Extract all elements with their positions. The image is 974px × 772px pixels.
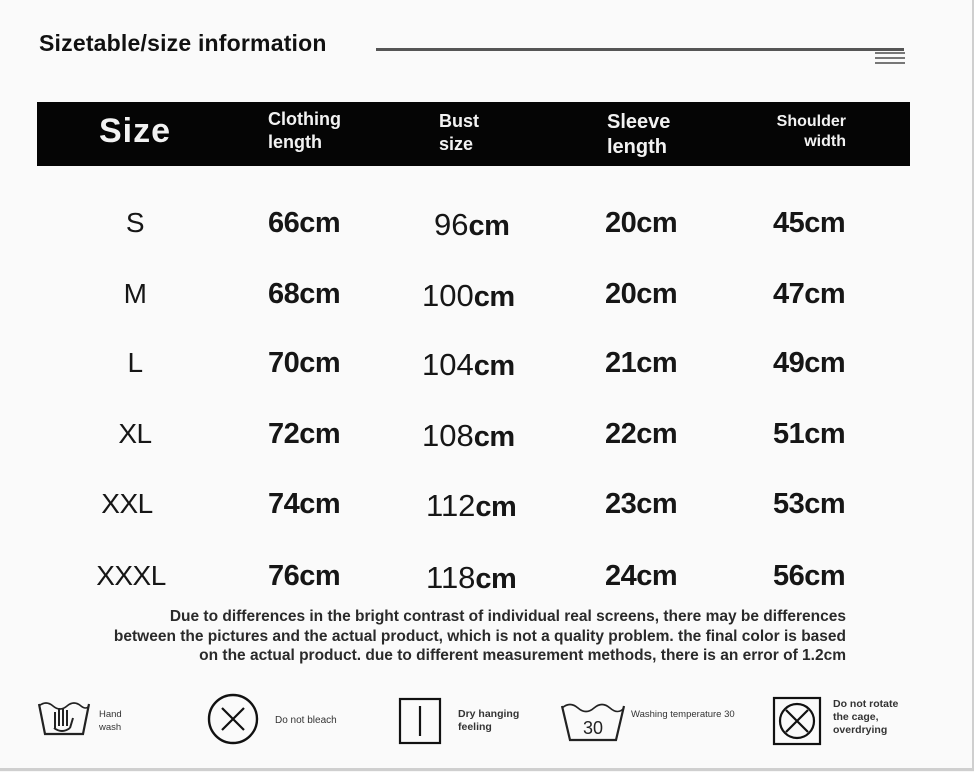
table-row — [0, 347, 974, 397]
size-cell: XL — [118, 418, 152, 449]
do-not-bleach-label: Do not bleach — [275, 715, 337, 726]
size-cell: XXL — [101, 488, 153, 519]
menu-lines-icon — [875, 52, 905, 66]
do-not-rotate-label: Do not rotate the cage, overdrying — [833, 698, 899, 736]
table-row — [0, 488, 974, 538]
sleeve-length-cell: 22cm — [605, 418, 678, 450]
shoulder-width-cell: 51cm — [773, 418, 846, 450]
table-row — [0, 418, 974, 468]
dry-hanging-label: Dry hanging feeling — [458, 708, 520, 733]
header-size: Size — [99, 112, 172, 150]
shoulder-width-cell: 49cm — [773, 347, 846, 379]
header-clothing-length: Clothing length — [268, 109, 341, 152]
bust-size-cell: 96cm — [434, 207, 510, 242]
washing-temperature-label: Washing temperature 30 — [631, 709, 735, 720]
disclaimer-note: Due to differences in the bright contrast of individual real screens, there may be differences between the pictures and the actual product, which is not a quality problem. the final color is based on the actual product. due to different measurement methods, there is an error of 1.2cm — [113, 608, 846, 664]
shoulder-width-cell: 45cm — [773, 207, 846, 239]
clothing-length-cell: 66cm — [268, 207, 341, 239]
size-cell: XXXL — [96, 560, 166, 591]
size-cell: L — [127, 347, 143, 378]
do-not-tumble-dry-icon — [772, 696, 824, 748]
header-bust-size: Bust size — [439, 111, 479, 154]
header-shoulder-width: Shoulder width — [776, 113, 846, 150]
table-header — [37, 102, 910, 166]
shoulder-width-cell: 53cm — [773, 488, 846, 520]
bust-size-cell: 118cm — [426, 560, 517, 595]
do-not-bleach-icon — [206, 692, 260, 746]
table-row — [0, 207, 974, 257]
sleeve-length-cell: 21cm — [605, 347, 678, 379]
sleeve-length-cell: 20cm — [605, 278, 678, 310]
clothing-length-cell: 72cm — [268, 418, 341, 450]
bust-size-cell: 108cm — [422, 418, 515, 453]
clothing-length-cell: 76cm — [268, 560, 341, 592]
table-row — [0, 278, 974, 328]
clothing-length-cell: 70cm — [268, 347, 341, 379]
clothing-length-cell: 68cm — [268, 278, 341, 310]
bust-size-cell: 100cm — [422, 278, 515, 313]
header-sleeve-length: Sleeve length — [607, 111, 671, 158]
bust-size-cell: 112cm — [426, 488, 517, 523]
hand-wash-label: Hand wash — [99, 709, 122, 733]
dry-hanging-icon — [398, 696, 444, 746]
sleeve-length-cell: 20cm — [605, 207, 678, 239]
sleeve-length-cell: 24cm — [605, 560, 678, 592]
title-divider — [376, 48, 904, 51]
clothing-length-cell: 74cm — [268, 488, 341, 520]
bust-size-cell: 104cm — [422, 347, 515, 382]
shoulder-width-cell: 47cm — [773, 278, 846, 310]
size-cell: S — [125, 207, 145, 238]
page-title: Sizetable/size information — [39, 30, 327, 56]
wash-tub-icon — [560, 698, 626, 746]
hand-wash-icon — [37, 694, 91, 742]
size-cell: M — [123, 278, 147, 309]
wash-temp-value: 30 — [582, 718, 604, 738]
shoulder-width-cell: 56cm — [773, 560, 846, 592]
table-row — [0, 560, 974, 610]
sleeve-length-cell: 23cm — [605, 488, 678, 520]
